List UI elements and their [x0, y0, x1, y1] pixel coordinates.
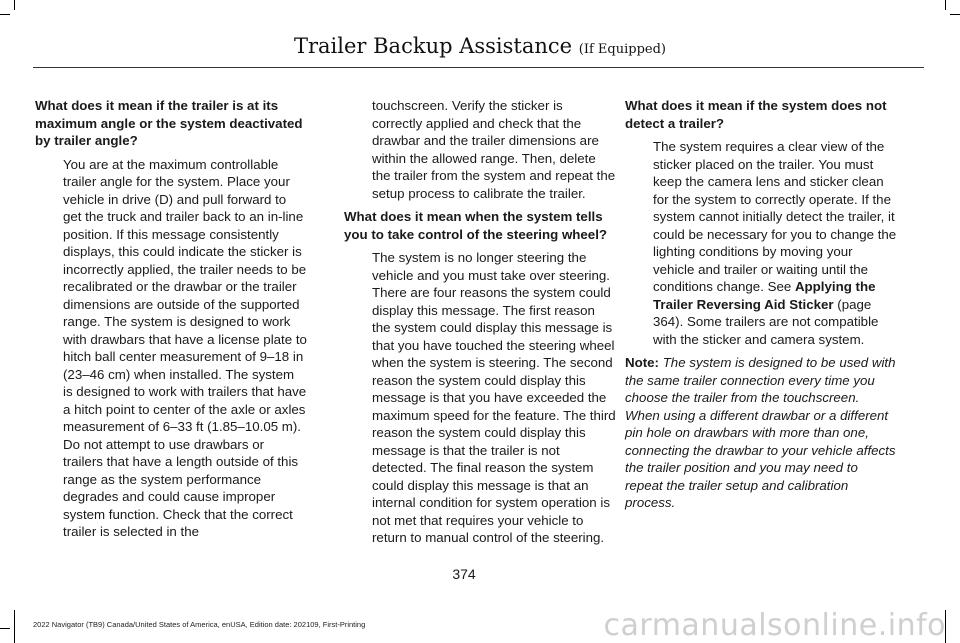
crop-mark	[14, 0, 15, 10]
crop-mark	[0, 14, 10, 15]
note-text: The system is designed to be used with the same trailer connection every time you choose the trailer from the touchscreen. When using a different drawbar or a different pin hole on drawbars with more than one, connecting the drawbar to your vehicle affects the trailer position and you may need to repeat the trailer setup and calibration process.	[625, 355, 896, 510]
question-heading: What does it mean if the trailer is at its maximum angle or the system deactivated by trailer angle?	[35, 98, 303, 148]
page-number: 374	[452, 566, 476, 582]
page-title-text: Trailer Backup Assistance	[293, 34, 573, 58]
note-label: Note:	[625, 355, 659, 370]
question-heading: What does it mean if the system does not detect a trailer?	[625, 98, 887, 131]
crop-mark	[14, 610, 15, 643]
column-3	[625, 97, 897, 518]
page-reference: (page 364).	[653, 296, 872, 329]
column-2	[344, 97, 616, 553]
answer-continuation: touchscreen. Verify the sticker is correctly applied and check that the drawbar and the trailer dimensions are within the allowed range. Then, delete the trailer from the system and repeat the setup process to calibrate the trailer.	[372, 98, 616, 201]
footer-edition-text: 2022 Navigator (TB9) Canada/United States of America, enUSA, Edition date: 202109, First-Printing	[33, 620, 366, 629]
page-title	[0, 34, 960, 58]
answer-text: The system is no longer steering the vehicle and you must take over steering. There are four reasons the system could display this message. The first reason the system could display this message is that you have touched the steering wheel when the system is steering. The second reason the system could display this message is that you have exceeded the maximum speed for the feature. The third reason the system could display this message is that the trailer is not detected. The final reason the system could display this message is that an internal condition for system operation is not met that requires your vehicle to return to manual control of the steering.	[372, 250, 616, 545]
crop-mark	[945, 0, 946, 10]
header-rule	[33, 67, 924, 68]
crop-mark	[950, 14, 960, 15]
answer-text-part1: The system requires a clear view of the sticker placed on the trailer. You must keep the camera lens and sticker clean for the system to correctly operate. If the system cannot initially detect the trailer, it could be necessary for you to change the lighting conditions by moving your vehicle and trailer or waiting until the conditions change. See	[653, 139, 897, 294]
answer-text: You are at the maximum controllable trailer angle for the system. Place your vehicle in drive (D) and pull forward to get the truck and trailer back to an in-line position. If this message consistently displays, this could indicate the sticker is incorrectly applied, the trailer needs to be recalibrated or the drawbar or the trailer dimensions are outside of the supported range. The system is designed to work with drawbars that have a license plate to hitch ball center measurement of 9–18 in (23–46 cm) when installed. The system is designed to work with trailers that have a hitch point to center of the axle or axles measurement of 6–33 ft (1.85–10.05 m). Do not attempt to use drawbars or trailers that have a length outside of this range as the system performance degrades and could cause improper system function. Check that the correct trailer is selected in the	[63, 156, 307, 539]
watermark: carmanualsonline.info	[603, 608, 946, 643]
answer-text-part2: Some trailers are not compatible with the sticker and camera system.	[653, 314, 879, 347]
crop-mark	[0, 628, 10, 629]
question-heading: What does it mean when the system tells you to take control of the steering wheel?	[344, 209, 608, 242]
column-1	[35, 97, 307, 547]
answer-text	[625, 138, 897, 348]
page-title-subtitle: (If Equipped)	[578, 42, 667, 57]
cross-reference-link[interactable]: Applying the Trailer Reversing Aid Sticker	[653, 279, 876, 312]
note	[625, 354, 897, 512]
